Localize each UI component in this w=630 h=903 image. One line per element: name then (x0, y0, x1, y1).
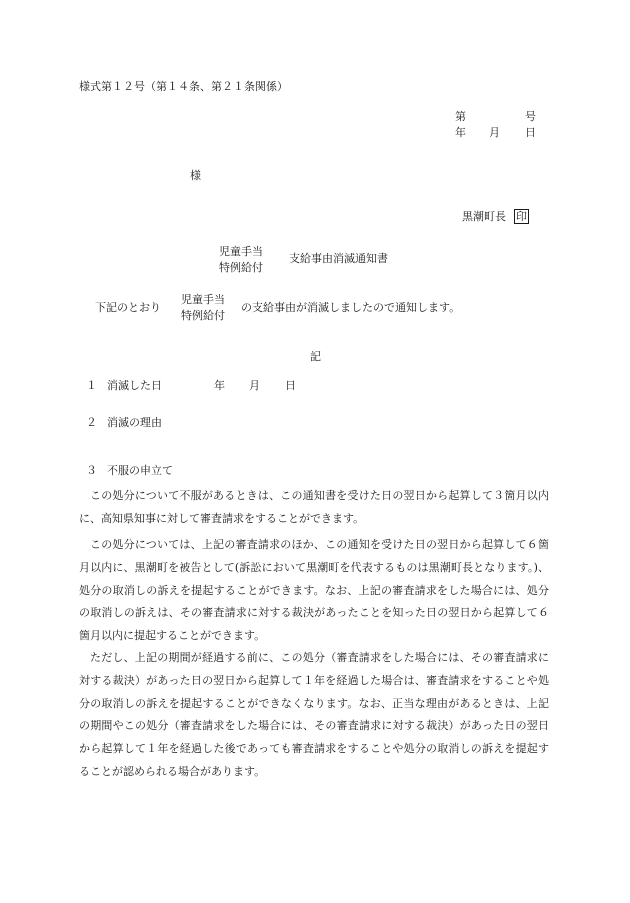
intro-suffix: の支給事由が消滅しましたので通知します。 (241, 301, 461, 314)
item-number: ３ (86, 464, 97, 477)
appeal-paragraph-3 (79, 647, 549, 784)
doc-number-prefix: 第 (455, 110, 466, 123)
seal-mark: 印 (516, 210, 527, 223)
item-year: 年 (214, 379, 225, 392)
item-number: １ (86, 379, 97, 392)
doc-number-suffix: 号 (525, 110, 536, 123)
addressee-honorific: 様 (190, 169, 201, 182)
document-title: 支給事由消滅通知書 (289, 252, 388, 265)
date-month: 月 (489, 126, 500, 139)
appeal-paragraph-1 (79, 485, 549, 531)
form-number: 様式第１２号（第１４条、第２１条関係） (79, 80, 288, 93)
item-label: 不服の申立て (107, 464, 173, 477)
date-day: 日 (525, 126, 536, 139)
intro-options (181, 292, 225, 324)
title-option: 特例給付 (219, 261, 263, 274)
item-number: ２ (86, 416, 97, 429)
title-option: 児童手当 (219, 245, 263, 258)
intro-prefix: 下記のとおり (95, 301, 161, 314)
item-month: 月 (249, 379, 260, 392)
issuer-name: 黒潮町長 (462, 210, 506, 223)
item-label: 消滅の理由 (107, 416, 162, 429)
paragraph-text: この処分について不服があるときは、この通知書を受けた日の翌日から起算して３箇月以内に、高知県知事に対して審査請求をすることができます。 (79, 489, 549, 525)
intro-option: 特例給付 (181, 309, 225, 322)
appeal-paragraph-2 (79, 534, 549, 648)
item-day: 日 (285, 379, 296, 392)
item-label: 消滅した日 (107, 379, 162, 392)
title-options (219, 244, 263, 276)
intro-option: 児童手当 (181, 293, 225, 306)
ki-heading: 記 (310, 350, 321, 363)
issuer (462, 209, 529, 224)
date-year: 年 (455, 126, 466, 139)
paragraph-text: この処分については、上記の審査請求のほか、この通知を受けた日の翌日から起算して６箇月以内に、黒潮町を被告として(訴訟において黒潮町を代表するものは黒潮町長となります。)、処分の取消しの訴えを提起することができます。なお、上記の審査請求をした場合には、処分の取消しの訴えは、その審査請求に対する裁決があったことを知った日の翌日から起算して６箇月以内に提起することができます。 (79, 538, 549, 643)
paragraph-text: ただし、上記の期間が経過する前に、この処分（審査請求をした場合には、その審査請求に対する裁決）があった日の翌日から起算して１年を経過した場合は、審査請求をすることや処分の取消しの訴えを提起することができなくなります。なお、正当な理由があるときは、上記の期間やこの処分（審査請求をした場合には、その審査請求に対する裁決）があった日の翌日から起算して１年を経過した後であっても審査請求をすることや処分の取消しの訴えを提起することが認められる場合があります。 (79, 651, 549, 778)
